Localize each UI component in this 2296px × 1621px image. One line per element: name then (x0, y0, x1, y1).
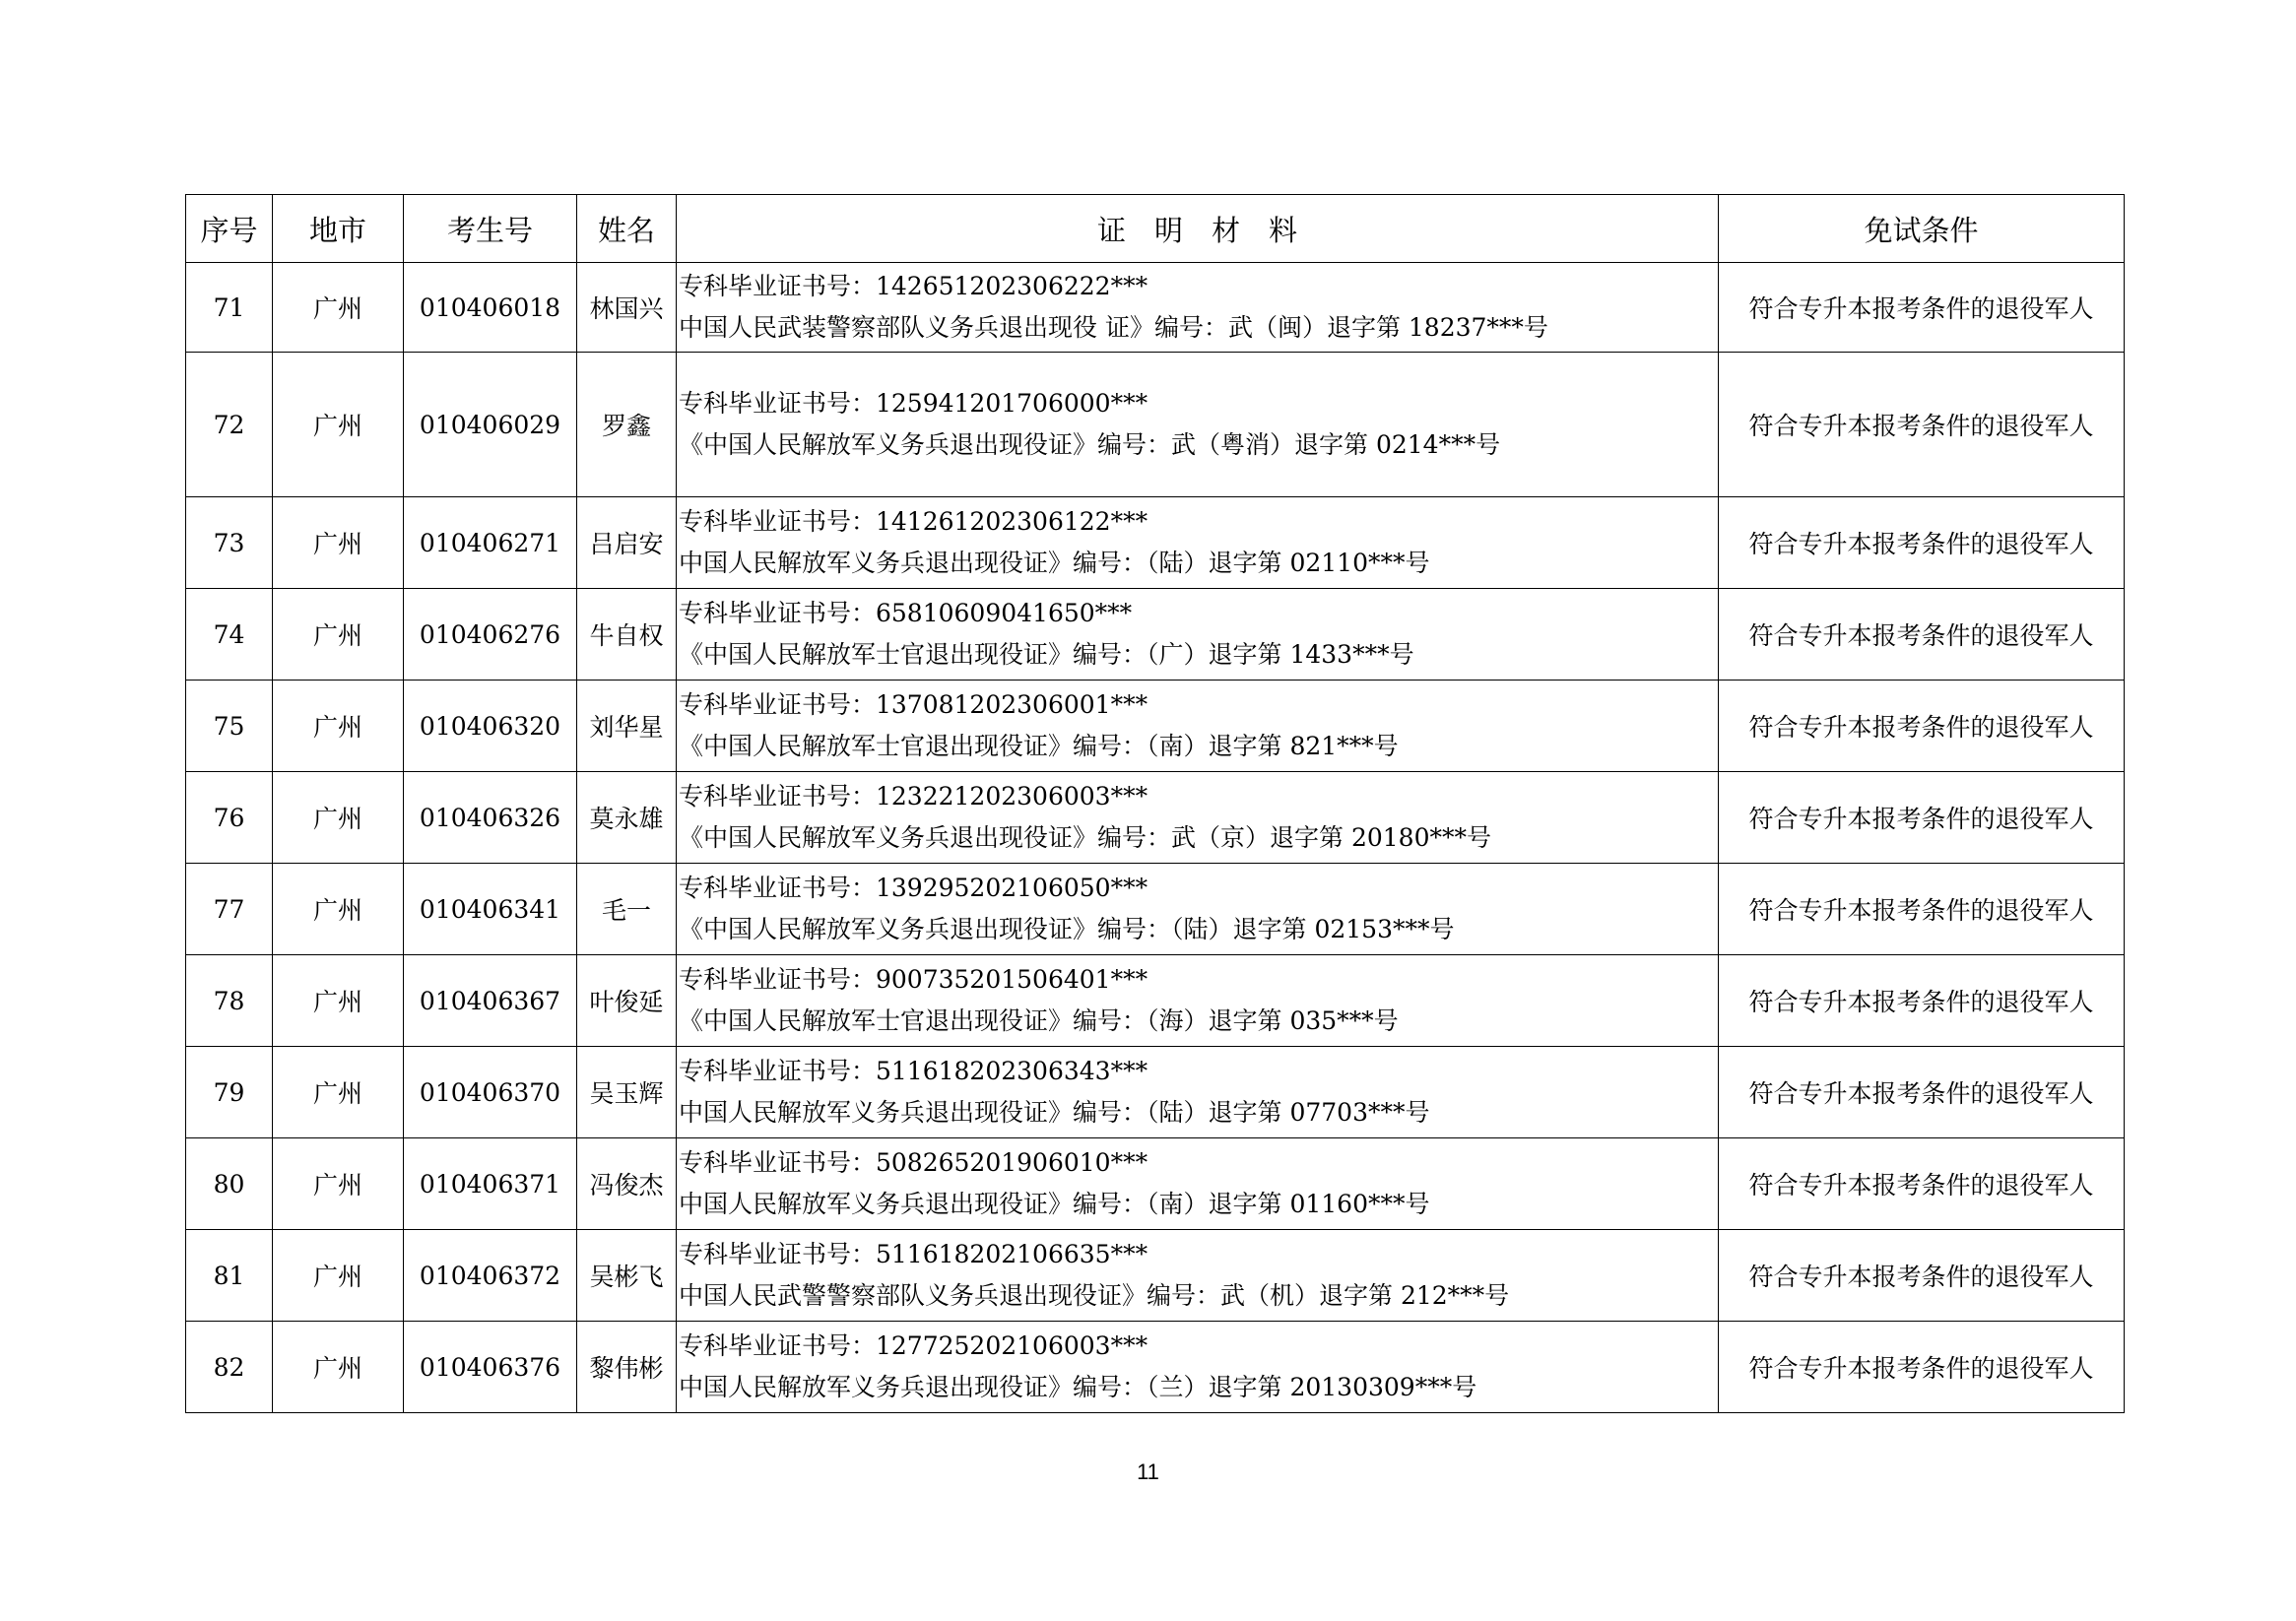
row-index: 77 (186, 864, 273, 955)
table-row (186, 772, 2125, 864)
row-condition: 符合专升本报考条件的退役军人 (1719, 955, 2125, 1047)
row-name: 牛自权 (577, 589, 677, 681)
header-row (186, 195, 2125, 263)
row-exam-id: 010406370 (404, 1047, 577, 1138)
row-index: 80 (186, 1138, 273, 1230)
row-materials (677, 497, 1719, 589)
row-condition: 符合专升本报考条件的退役军人 (1719, 497, 2125, 589)
table-row (186, 497, 2125, 589)
table-body (186, 263, 2125, 1413)
row-exam-id: 010406320 (404, 681, 577, 772)
row-name: 黎伟彬 (577, 1322, 677, 1413)
materials-line2: 中国人民解放军义务兵退出现役证》编号：（兰）退字第 20130309***号 (679, 1373, 1477, 1401)
materials-line2: 中国人民解放军义务兵退出现役证》编号：（陆）退字第 02110***号 (679, 549, 1430, 577)
row-exam-id: 010406341 (404, 864, 577, 955)
row-materials (677, 1047, 1719, 1138)
row-city: 广州 (273, 1138, 404, 1230)
materials-line2: 《中国人民解放军义务兵退出现役证》编号：武（京）退字第 20180***号 (679, 823, 1491, 852)
header-index: 序号 (186, 195, 273, 263)
materials-line1: 专科毕业证书号：900735201506401*** (679, 965, 1148, 994)
table-row (186, 1138, 2125, 1230)
materials-line1: 专科毕业证书号：127725202106003*** (679, 1331, 1148, 1360)
row-name: 叶俊延 (577, 955, 677, 1047)
row-materials (677, 1138, 1719, 1230)
row-materials (677, 1322, 1719, 1413)
table-row (186, 1322, 2125, 1413)
row-index: 74 (186, 589, 273, 681)
materials-line2: 《中国人民解放军士官退出现役证》编号：（海）退字第 035***号 (679, 1006, 1399, 1035)
row-exam-id: 010406376 (404, 1322, 577, 1413)
row-city: 广州 (273, 1230, 404, 1322)
row-materials (677, 864, 1719, 955)
row-name: 冯俊杰 (577, 1138, 677, 1230)
row-condition: 符合专升本报考条件的退役军人 (1719, 864, 2125, 955)
row-city: 广州 (273, 772, 404, 864)
row-exam-id: 010406371 (404, 1138, 577, 1230)
materials-line2: 中国人民武装警察部队义务兵退出现役 证》编号：武（闽）退字第 18237***号 (679, 313, 1548, 342)
table-row (186, 864, 2125, 955)
materials-line2: 中国人民解放军义务兵退出现役证》编号：（南）退字第 01160***号 (679, 1190, 1430, 1218)
table-row (186, 589, 2125, 681)
row-condition: 符合专升本报考条件的退役军人 (1719, 772, 2125, 864)
row-condition: 符合专升本报考条件的退役军人 (1719, 1047, 2125, 1138)
row-city: 广州 (273, 263, 404, 353)
row-name: 罗鑫 (577, 353, 677, 497)
row-city: 广州 (273, 864, 404, 955)
header-city: 地市 (273, 195, 404, 263)
row-materials (677, 263, 1719, 353)
row-exam-id: 010406372 (404, 1230, 577, 1322)
materials-line1: 专科毕业证书号：511618202106635*** (679, 1240, 1148, 1268)
row-exam-id: 010406326 (404, 772, 577, 864)
row-exam-id: 010406276 (404, 589, 577, 681)
row-materials (677, 772, 1719, 864)
row-name: 毛一 (577, 864, 677, 955)
materials-line1: 专科毕业证书号：139295202106050*** (679, 874, 1148, 902)
row-exam-id: 010406271 (404, 497, 577, 589)
row-condition: 符合专升本报考条件的退役军人 (1719, 353, 2125, 497)
table-row (186, 1047, 2125, 1138)
row-city: 广州 (273, 353, 404, 497)
row-name: 刘华星 (577, 681, 677, 772)
candidate-table (185, 194, 2125, 1413)
page-number: 11 (1137, 1459, 1159, 1484)
row-materials (677, 589, 1719, 681)
materials-line2: 《中国人民解放军士官退出现役证》编号：（南）退字第 821***号 (679, 732, 1399, 760)
row-materials (677, 955, 1719, 1047)
header-name: 姓名 (577, 195, 677, 263)
row-name: 莫永雄 (577, 772, 677, 864)
table-row (186, 263, 2125, 353)
row-condition: 符合专升本报考条件的退役军人 (1719, 681, 2125, 772)
row-name: 林国兴 (577, 263, 677, 353)
table-row (186, 353, 2125, 497)
row-exam-id: 010406018 (404, 263, 577, 353)
row-condition: 符合专升本报考条件的退役军人 (1719, 263, 2125, 353)
row-condition: 符合专升本报考条件的退役军人 (1719, 1230, 2125, 1322)
row-city: 广州 (273, 589, 404, 681)
row-index: 78 (186, 955, 273, 1047)
materials-line1: 专科毕业证书号：141261202306122*** (679, 507, 1148, 536)
materials-line1: 专科毕业证书号：123221202306003*** (679, 782, 1148, 810)
row-name: 吴玉辉 (577, 1047, 677, 1138)
row-index: 72 (186, 353, 273, 497)
row-index: 79 (186, 1047, 273, 1138)
materials-line2: 《中国人民解放军义务兵退出现役证》编号：武（粤消）退字第 0214***号 (679, 430, 1501, 459)
row-index: 81 (186, 1230, 273, 1322)
row-exam-id: 010406029 (404, 353, 577, 497)
row-city: 广州 (273, 497, 404, 589)
row-condition: 符合专升本报考条件的退役军人 (1719, 589, 2125, 681)
row-index: 71 (186, 263, 273, 353)
row-city: 广州 (273, 1047, 404, 1138)
header-materials: 证 明 材 料 (677, 195, 1719, 263)
row-city: 广州 (273, 681, 404, 772)
materials-line1: 专科毕业证书号：142651202306222*** (679, 272, 1148, 300)
row-name: 吴彬飞 (577, 1230, 677, 1322)
table-row (186, 1230, 2125, 1322)
row-condition: 符合专升本报考条件的退役军人 (1719, 1138, 2125, 1230)
materials-line2: 《中国人民解放军义务兵退出现役证》编号：（陆）退字第 02153***号 (679, 915, 1455, 943)
table-row (186, 681, 2125, 772)
row-index: 82 (186, 1322, 273, 1413)
materials-line1: 专科毕业证书号：137081202306001*** (679, 690, 1148, 719)
row-condition: 符合专升本报考条件的退役军人 (1719, 1322, 2125, 1413)
row-materials (677, 681, 1719, 772)
materials-line1: 专科毕业证书号：508265201906010*** (679, 1148, 1148, 1177)
header-condition: 免试条件 (1719, 195, 2125, 263)
materials-line1: 专科毕业证书号：65810609041650*** (679, 599, 1133, 627)
row-index: 76 (186, 772, 273, 864)
row-name: 吕启安 (577, 497, 677, 589)
row-materials (677, 1230, 1719, 1322)
table-row (186, 955, 2125, 1047)
row-index: 75 (186, 681, 273, 772)
materials-line2: 中国人民武警警察部队义务兵退出现役证》编号：武（机）退字第 212***号 (679, 1281, 1510, 1310)
row-materials (677, 353, 1719, 497)
materials-line2: 《中国人民解放军士官退出现役证》编号：（广）退字第 1433***号 (679, 640, 1414, 669)
row-city: 广州 (273, 955, 404, 1047)
header-exam-id: 考生号 (404, 195, 577, 263)
materials-line1: 专科毕业证书号：511618202306343*** (679, 1057, 1148, 1085)
row-city: 广州 (273, 1322, 404, 1413)
materials-line1: 专科毕业证书号：125941201706000*** (679, 389, 1148, 418)
row-exam-id: 010406367 (404, 955, 577, 1047)
row-index: 73 (186, 497, 273, 589)
materials-line2: 中国人民解放军义务兵退出现役证》编号：（陆）退字第 07703***号 (679, 1098, 1430, 1127)
